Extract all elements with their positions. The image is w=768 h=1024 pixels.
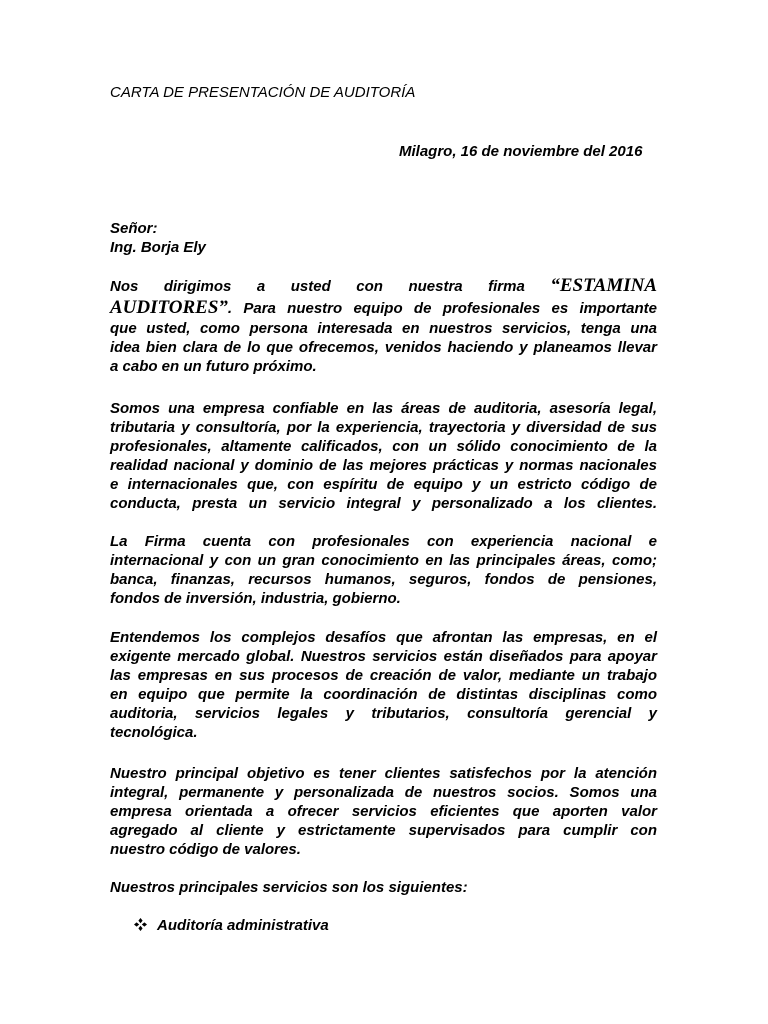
paragraph-line: La Firma cuenta con profesionales con experiencia nacional e <box>110 533 657 550</box>
paragraph-company <box>110 399 657 513</box>
paragraph-line: empresa orientada a ofrecer servicios eficientes que aporten valor <box>110 803 657 820</box>
paragraph-line: profesionales, altamente calificados, con un sólido conocimiento de la <box>110 438 657 455</box>
paragraph-line: a cabo en un futuro próximo. <box>110 358 317 375</box>
paragraph-intro <box>110 275 657 376</box>
paragraph-firm <box>110 532 657 608</box>
paragraph-line: banca, finanzas, recursos humanos, seguros, fondos de pensiones, <box>110 571 657 588</box>
paragraph-line: tributaria y consultoría, por la experiencia, trayectoria y diversidad de sus <box>110 419 657 436</box>
paragraph-line: fondos de inversión, industria, gobierno. <box>110 590 401 607</box>
paragraph-line: integral, permanente y personalizada de nuestros socios. Somos una <box>110 784 657 801</box>
paragraph-line <box>110 275 657 297</box>
paragraph-line <box>110 297 657 319</box>
intro-text: Nos dirigimos a usted con nuestra firma <box>110 278 525 295</box>
paragraph-line: Nuestro principal objetivo es tener clientes satisfechos por la atención <box>110 765 657 782</box>
paragraph-line: que usted, como persona interesada en nuestros servicios, tenga una <box>110 320 657 337</box>
recipient-name: Ing. Borja Ely <box>110 239 206 256</box>
paragraph-line: realidad nacional y dominio de las mejores prácticas y normas nacionales <box>110 457 657 474</box>
paragraph-line: e internacionales que, con espíritu de equipo y un estricto código de <box>110 476 657 493</box>
paragraph-line: agregado al cliente y estrictamente supervisados para cumplir con <box>110 822 657 839</box>
paragraph-line: Entendemos los complejos desafíos que afrontan las empresas, en el <box>110 629 657 646</box>
firm-name: AUDITORES” <box>110 297 228 318</box>
paragraph-line: tecnológica. <box>110 724 198 741</box>
paragraph-line: Nuestros principales servicios son los siguientes: <box>110 879 468 896</box>
paragraph-line: Somos una empresa confiable en las áreas de auditoria, asesoría legal, <box>110 400 657 417</box>
recipient-block <box>110 219 206 257</box>
salutation: Señor: <box>110 220 158 237</box>
letter-title: CARTA DE PRESENTACIÓN DE AUDITORÍA <box>110 84 416 101</box>
paragraph-objective <box>110 764 657 859</box>
service-list-item <box>134 917 329 934</box>
paragraph-line: exigente mercado global. Nuestros servicios están diseñados para apoyar <box>110 648 657 665</box>
paragraph-line: auditoria, servicios legales y tributarios, consultoría gerencial y <box>110 705 657 722</box>
letter-date: Milagro, 16 de noviembre del 2016 <box>399 143 643 160</box>
service-label: Auditoría administrativa <box>157 917 329 934</box>
paragraph-line: internacional y con un gran conocimiento en las principales áreas, como; <box>110 552 657 569</box>
paragraph-line: conducta, presta un servicio integral y personalizado a los clientes. <box>110 495 657 512</box>
paragraph-line: idea bien clara de lo que ofrecemos, venidos haciendo y planeamos llevar <box>110 339 657 356</box>
paragraph-line: en equipo que permite la coordinación de distintas disciplinas como <box>110 686 657 703</box>
firm-name: “ESTAMINA <box>550 275 658 296</box>
intro-text: . Para nuestro equipo de profesionales es importante <box>227 300 657 317</box>
services-intro <box>110 878 657 897</box>
paragraph-line: nuestro código de valores. <box>110 841 301 858</box>
paragraph-challenges <box>110 628 657 742</box>
diamond-bullet-icon <box>134 918 148 934</box>
paragraph-line: las empresas en sus procesos de creación de valor, mediante un trabajo <box>110 667 657 684</box>
